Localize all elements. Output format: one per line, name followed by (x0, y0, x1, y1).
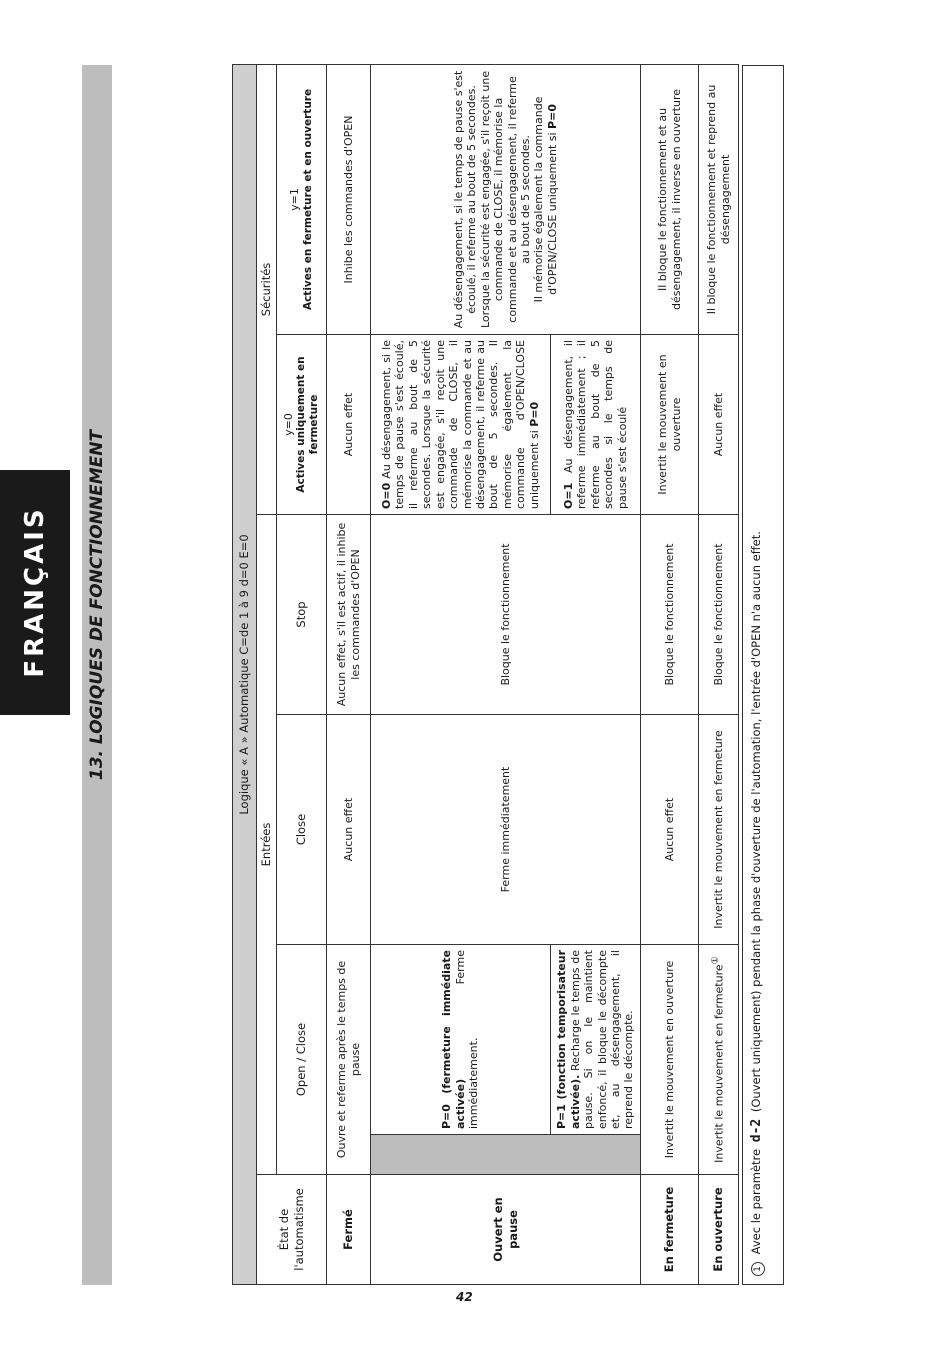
group-entrees: Entrées (257, 515, 277, 1175)
col-header-open-close: Open / Close (277, 945, 327, 1175)
cell-ouverture-open-close (699, 945, 739, 1175)
cell-fermeture-y0: Invertit le mouvement en ouverture (641, 335, 699, 515)
cell-pause-y0-o1 (551, 335, 641, 515)
cell-ouverture-stop: Bloque le fonctionnement (699, 515, 739, 715)
y1-label: Actives en fermeture et en ouverture (301, 88, 314, 311)
y0-label: Actives uniquement en fermeture (295, 356, 321, 493)
state-pause: Ouvert en pause (371, 1175, 641, 1285)
cell-pause-y0-o0 (371, 335, 551, 515)
table-row-en-fermeture (641, 64, 699, 1284)
cell-ferme-close: Aucun effet (327, 715, 371, 945)
o0-key: O=0 (380, 482, 394, 509)
o1-text: Au désengagement, il referme immédiatement ; il referme au bout de 5 secondes si le temps de pause s'est écoulé (561, 340, 629, 509)
column-header-row (277, 64, 299, 1284)
o1-key: O=1 (561, 482, 575, 509)
cell-fermeture-stop: Bloque le fonctionnement (641, 515, 699, 715)
y1-value: y=1 (288, 188, 302, 211)
footnote (742, 65, 784, 1285)
o0-p0: P=0 (527, 401, 541, 427)
cell-pause-p0 (371, 945, 551, 1135)
p0-key: P=0 (fermeture immédiate activée) (440, 950, 467, 1129)
col-header-state: État de l'automatisme (257, 1175, 327, 1285)
o0-text: Au désengagement, si le temps de pause s'est écoulé, il referme au bout de 5 secondes. Lorsque la sécurité est engagée, s'il reçoit une commande de CLOSE, il mémorise la commande et au désengagement, il referme au bout de 5 secondes. Il mémorise également la commande d'OPEN/CLOSE uniquement si (380, 340, 541, 509)
col-header-y0 (277, 335, 327, 515)
section-title-bar (82, 65, 112, 1285)
state-en-ouverture: En ouverture (699, 1175, 739, 1285)
page-number: 42 (456, 1290, 473, 1304)
p0-text: Ferme immédiatement. (453, 950, 481, 1129)
y0-value: y=0 (282, 413, 295, 436)
footnote-text-after: (Ouvert uniquement) pendant la phase d'ouverture de l'automation, l'entrée d'OPEN n'a aucun effet. (749, 531, 763, 1113)
footnote-text-before: Avec le paramètre (749, 1148, 763, 1255)
y1-text-c: Il mémorise également la commande d'OPEN/CLOSE uniquement si (532, 96, 559, 303)
logic-title: Logique « A » Automatique C=de 1 à 9 d=0 E=0 (233, 64, 257, 1284)
p1-key: P=1 (fonction temporisateur activée). (555, 950, 582, 1129)
cell-fermeture-open-close: Invertit le mouvement en ouverture (641, 945, 699, 1175)
language-label: FRANÇAIS (20, 506, 50, 678)
col-header-stop: Stop (277, 515, 327, 715)
cell-pause-close: Ferme immédiatement (371, 715, 641, 945)
footnote-ref: ① (710, 956, 722, 965)
rotated-table-container (232, 65, 784, 1285)
table-row-pause-a (371, 64, 551, 1284)
group-header-row (257, 64, 277, 1284)
table-row-ferme (327, 64, 371, 1284)
cell-ferme-y1: Inhibe les commandes d'OPEN (327, 64, 371, 334)
cell-ouverture-y0: Aucun effet (699, 335, 739, 515)
col-header-close: Close (277, 715, 327, 945)
ouverture-open-close-text: Invertit le mouvement en fermeture (713, 964, 727, 1163)
y1-text-b: Lorsque la sécurité est engagée, s'il reçoit une commande de CLOSE, il mémorise la commande et au désengagement, il referme au bout de 5 secondes. (478, 70, 532, 329)
cell-ouverture-close: Invertit le mouvement en fermeture (699, 715, 739, 945)
cell-pause-gray (371, 1135, 641, 1175)
col-header-y1 (277, 64, 327, 334)
logic-table (232, 64, 739, 1285)
cell-ferme-stop: Aucun effet, s'il est actif, il inhibe les commandes d'OPEN (327, 515, 371, 715)
state-ferme: Fermé (327, 1175, 371, 1285)
cell-pause-p1 (551, 945, 641, 1135)
logic-title-row (233, 64, 257, 1284)
cell-pause-y1 (371, 64, 641, 334)
group-securites: Sécurités (257, 64, 277, 514)
cell-fermeture-y1: Il bloque le fonctionnement et au désengagement, il inverse en ouverture (641, 64, 699, 334)
y1-text-a: Au désengagement, si le temps de pause s'est écoulé, il referme au bout de 5 secondes. (451, 70, 479, 329)
section-title: 13. LOGIQUES DE FONCTIONNEMENT (87, 429, 107, 781)
footnote-param: d-2 (749, 1118, 764, 1143)
y1-p0: P=0 (545, 104, 559, 129)
footnote-marker: 1 (751, 1262, 765, 1276)
state-en-fermeture: En fermeture (641, 1175, 699, 1285)
cell-pause-stop: Bloque le fonctionnement (371, 515, 641, 715)
cell-ferme-y0: Aucun effet (327, 335, 371, 515)
table-row-en-ouverture (699, 64, 739, 1284)
p1-text: Recharge le temps de pause. Si on le maintient enfoncé, il bloque le décompte et, au désengagement, il reprend le décompte. (568, 950, 636, 1129)
language-tab (0, 470, 70, 715)
cell-fermeture-close: Aucun effet (641, 715, 699, 945)
cell-ferme-open-close: Ouvre et referme après le temps de pause (327, 945, 371, 1175)
cell-ouverture-y1: Il bloque le fonctionnement et reprend au désengagement (699, 64, 739, 334)
